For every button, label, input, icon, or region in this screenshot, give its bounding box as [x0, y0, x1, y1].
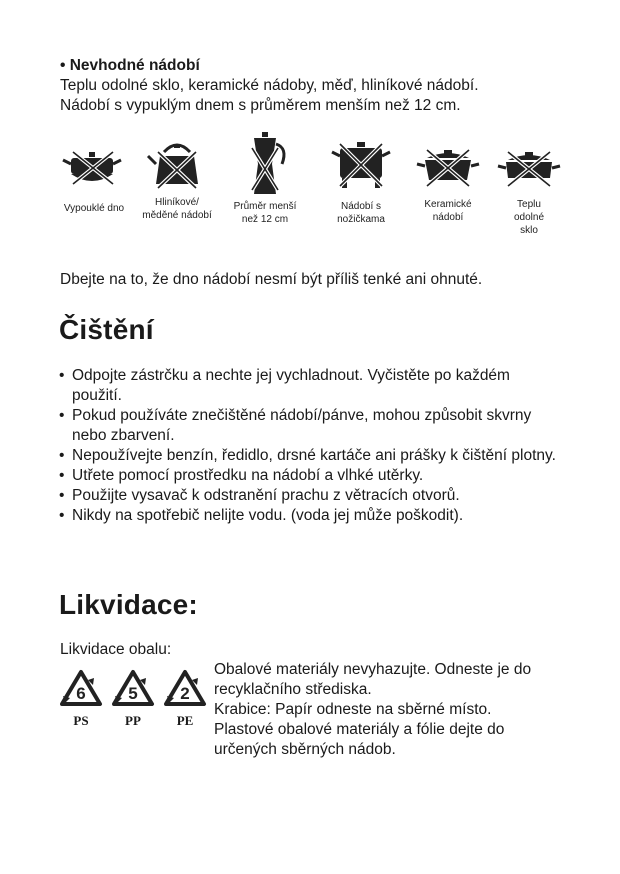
cookware-label: Vypouklé dno: [63, 203, 125, 214]
cookware-label: Keramické nádobí: [424, 199, 472, 223]
recycle-number: 2: [180, 684, 190, 703]
footed-pot-icon: [326, 130, 396, 194]
recycle-symbol: [162, 668, 208, 729]
list-item: • Odpojte zástrčku a nechte jej vychladnout. Vyčistěte po každém použití.: [59, 366, 559, 406]
cookware-figure: [55, 130, 575, 250]
disposal-line: Obalové materiály nevyhazujte. Odneste je do: [214, 661, 532, 678]
ceramic-pot-icon: [413, 130, 483, 194]
cookware-label: Nádobí s nožičkama: [337, 201, 385, 225]
unsuitable-line-2: Nádobí s vypuklým dnem s průměrem menším než 12 cm.: [60, 97, 461, 114]
list-item: • Utřete pomocí prostředku na nádobí a vlhké utěrky.: [59, 466, 559, 486]
list-item: • Pokud používáte znečištěné nádobí/pánve, mohou způsobit skvrny nebo zbarvení.: [59, 406, 559, 446]
recycle-triangle-icon: [162, 668, 208, 708]
recycle-symbol: [110, 668, 156, 729]
recycle-triangle-icon: [58, 668, 104, 708]
list-item: • Nikdy na spotřebič nelijte vodu. (voda jej může poškodit).: [59, 506, 559, 526]
list-item: • Nepoužívejte benzín, ředidlo, drsné kartáče ani prášky k čištění plotny.: [59, 446, 559, 466]
cookware-item: [408, 130, 488, 224]
recycle-number: 5: [128, 684, 138, 703]
cleaning-title: Čištění: [59, 314, 154, 345]
disposal-line: Krabice: Papír odneste na sběrné místo.: [214, 701, 492, 718]
list-item: • Použijte vysavač k odstranění prachu z větracích otvorů.: [59, 486, 559, 506]
disposal-line: Plastové obalové materiály a fólie dejte do: [214, 721, 505, 738]
unsuitable-heading: • Nevhodné nádobí: [60, 57, 200, 74]
recycle-number: 6: [76, 684, 86, 703]
recycle-triangle-icon: [110, 668, 156, 708]
cookware-item: [137, 130, 217, 222]
cookware-note: Dbejte na to, že dno nádobí nesmí být příliš tenké ani ohnuté.: [60, 271, 483, 288]
unsuitable-line-1: Teplu odolné sklo, keramické nádoby, měď, hliníkové nádobí.: [60, 77, 479, 94]
convex-pot-icon: [59, 130, 129, 194]
recycle-code: PS: [73, 713, 89, 728]
cookware-label: Průměr menší než 12 cm: [233, 201, 297, 225]
cookware-item: [489, 130, 569, 237]
cookware-item: [321, 130, 401, 226]
kettle-icon: [142, 130, 212, 194]
disposal-title: Likvidace:: [59, 589, 198, 620]
cookware-item: [225, 130, 305, 226]
cookware-item: [54, 130, 134, 215]
cookware-label: Teplu odolné sklo: [513, 199, 545, 236]
recycle-code: PP: [125, 713, 141, 728]
packaging-label: Likvidace obalu:: [60, 641, 172, 658]
moka-pot-icon: [230, 130, 300, 200]
disposal-line: recyklačního střediska.: [214, 681, 372, 698]
disposal-text: [214, 660, 574, 760]
recycle-symbol: [58, 668, 104, 729]
cookware-label: Hliníkové/ měděné nádobí: [142, 197, 212, 221]
glass-pot-icon: [494, 130, 564, 194]
recycle-code: PE: [176, 713, 194, 728]
cleaning-list: [59, 366, 559, 526]
recycle-symbols: [58, 668, 208, 738]
disposal-line: určených sběrných nádob.: [214, 741, 396, 758]
